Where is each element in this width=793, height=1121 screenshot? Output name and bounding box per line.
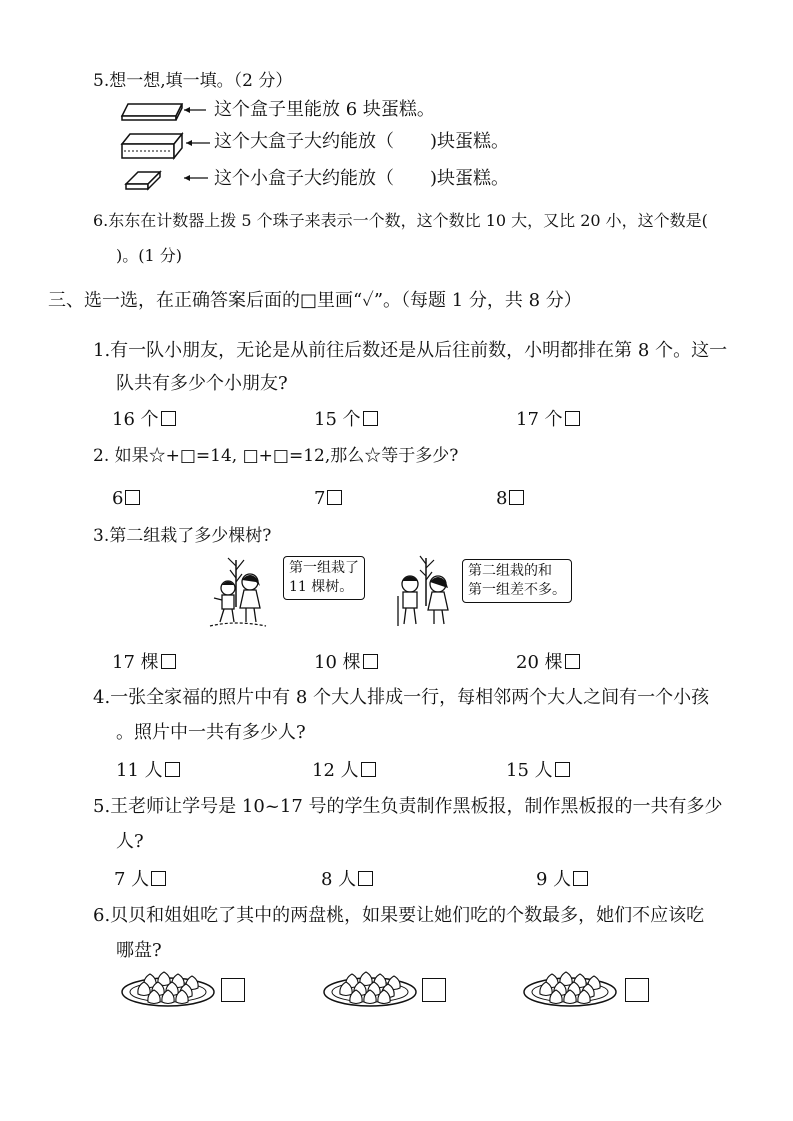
q5-line-1: 5.王老师让学号是 10~17 号的学生负责制作黑板报，制作黑板报的一共有多少 — [93, 796, 723, 817]
q4-line-2: 。照片中一共有多少人? — [116, 722, 306, 743]
peach-plate-2 — [322, 960, 418, 1008]
q3-option-a[interactable]: 17 棵 — [112, 654, 176, 672]
q6-line-1: 6.贝贝和姐姐吃了其中的两盘桃，如果要让她们吃的个数最多，她们不应该吃 — [93, 905, 705, 926]
q5-line-2: 人? — [116, 831, 144, 852]
checkbox[interactable] — [161, 654, 176, 669]
question-6-line-1: 6.东东在计数器上拨 5 个珠子来表示一个数，这个数比 10 大，又比 20 小，这个数是( — [93, 211, 708, 230]
q1-option-b[interactable]: 15 个 — [314, 411, 378, 429]
checkbox[interactable] — [565, 411, 580, 426]
section-heading: 三、选一选，在正确答案后面的□里画“✓”。（每题 1 分，共 8 分） — [48, 290, 582, 311]
plate-2-checkbox[interactable] — [422, 978, 446, 1002]
q5-option-b[interactable]: 8 人 — [321, 871, 373, 889]
q5-option-a[interactable]: 7 人 — [114, 871, 166, 889]
box-line-3: 这个小盒子大约能放（ )块蛋糕。 — [214, 168, 510, 189]
q2-option-a[interactable]: 6 — [112, 490, 140, 508]
q2-option-b[interactable]: 7 — [314, 490, 342, 508]
q3-text: 3.第二组栽了多少棵树? — [93, 526, 272, 546]
plate-1-checkbox[interactable] — [221, 978, 245, 1002]
large-box-illustration — [120, 130, 215, 162]
q2-text: 2. 如果☆+□=14, □+□=12,那么☆等于多少? — [93, 446, 459, 466]
checkbox[interactable] — [125, 490, 140, 505]
speech-bubble-group-2: 第二组栽的和 第一组差不多。 — [462, 559, 572, 603]
checkbox[interactable] — [565, 654, 580, 669]
checkbox[interactable] — [161, 411, 176, 426]
q6-line-2: 哪盘? — [116, 940, 162, 961]
q1-option-c[interactable]: 17 个 — [516, 411, 580, 429]
checkbox[interactable] — [361, 762, 376, 777]
q4-option-b[interactable]: 12 人 — [312, 762, 376, 780]
children-planting-illustration-1 — [206, 552, 286, 632]
q3-option-c[interactable]: 20 棵 — [516, 654, 580, 672]
q1-option-a[interactable]: 16 个 — [112, 411, 176, 429]
small-box-illustration — [124, 168, 214, 192]
checkbox[interactable] — [363, 654, 378, 669]
q4-option-a[interactable]: 11 人 — [116, 762, 180, 780]
medium-box-illustration — [120, 98, 210, 122]
speech-bubble-group-1: 第一组栽了 11 棵树。 — [283, 556, 365, 600]
q1-line-2: 队共有多少个小朋友? — [116, 373, 288, 394]
box-line-2: 这个大盒子大约能放（ )块蛋糕。 — [214, 131, 510, 152]
q2-option-c[interactable]: 8 — [496, 490, 524, 508]
checkbox[interactable] — [555, 762, 570, 777]
checkbox[interactable] — [358, 871, 373, 886]
checkbox[interactable] — [573, 871, 588, 886]
checkbox[interactable] — [327, 490, 342, 505]
box-line-1: 这个盒子里能放 6 块蛋糕。 — [214, 99, 435, 120]
peach-plate-3 — [522, 960, 618, 1008]
checkbox[interactable] — [363, 411, 378, 426]
checkbox[interactable] — [509, 490, 524, 505]
q4-option-c[interactable]: 15 人 — [506, 762, 570, 780]
checkbox[interactable] — [151, 871, 166, 886]
plate-3-checkbox[interactable] — [625, 978, 649, 1002]
children-planting-illustration-2 — [392, 552, 462, 632]
checkbox[interactable] — [165, 762, 180, 777]
question-6-line-2: )。(1 分) — [116, 246, 182, 265]
question-title: 5.想一想,填一填。（2 分） — [93, 71, 293, 91]
peach-plate-1 — [120, 960, 216, 1008]
q3-option-b[interactable]: 10 棵 — [314, 654, 378, 672]
q5-option-c[interactable]: 9 人 — [536, 871, 588, 889]
q1-line-1: 1.有一队小朋友，无论是从前往后数还是从后往前数，小明都排在第 8 个。这一 — [93, 340, 728, 361]
q4-line-1: 4.一张全家福的照片中有 8 个大人排成一行，每相邻两个大人之间有一个小孩 — [93, 687, 710, 708]
